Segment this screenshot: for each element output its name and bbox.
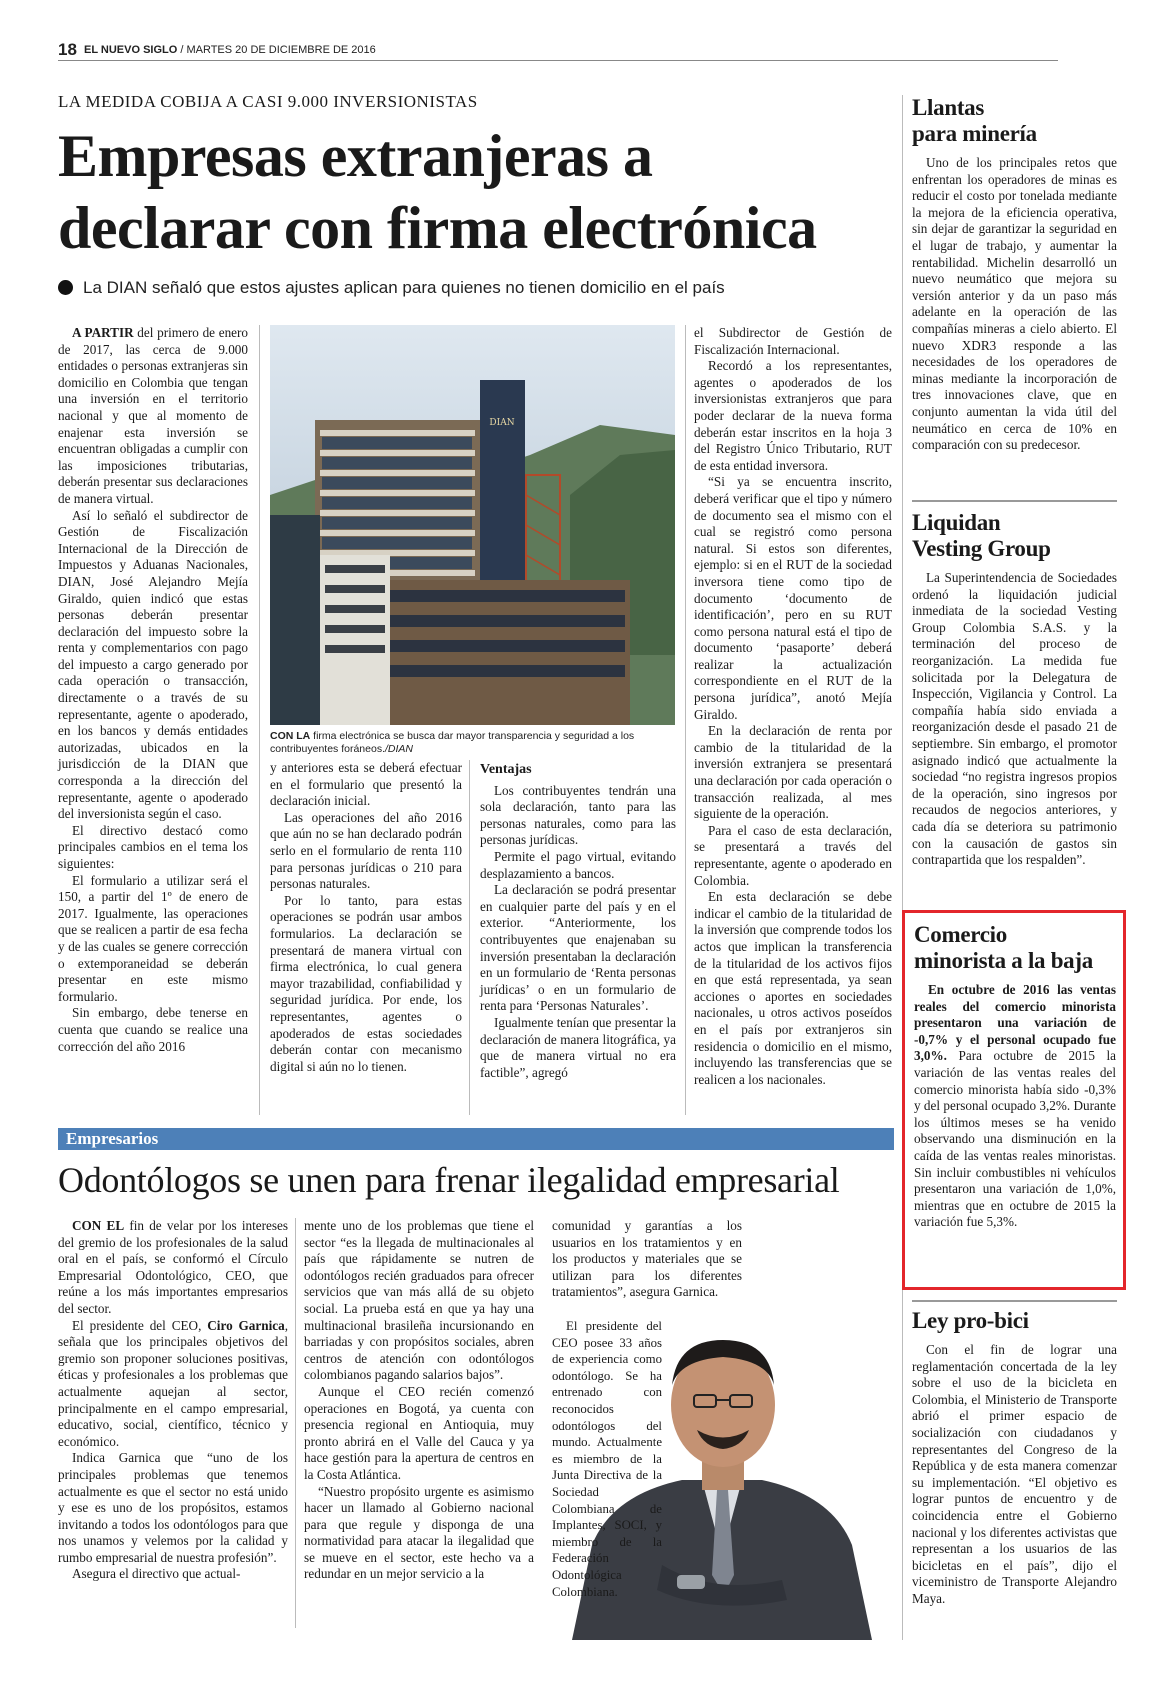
photo-credit: /DIAN <box>385 743 414 755</box>
paragraph: Asegura el directivo que actual- <box>72 1566 241 1582</box>
brief-leyprobici <box>912 1308 1117 1608</box>
subhead-text: La DIAN señaló que estos ajustes aplican para quienes no tienen domicilio en el país <box>83 278 725 297</box>
paragraph: y anteriores esta se deberá efectuar en el formulario que presentó la declaración inicial. <box>270 760 462 809</box>
brief-lead: En octubre de 2016 las ventas reales del comercio minorista presentaron una variación de -0,7% y el personal ocupado fue 3,0%. <box>914 982 1116 1064</box>
paragraph: el Subdirector de Gestión de Fiscalización Internacional. <box>694 325 892 357</box>
paragraph: Sin embargo, debe tenerse en cuenta que cuando se realice una corrección del año 2016 <box>58 1005 248 1054</box>
column-divider <box>259 325 260 1115</box>
column-divider <box>685 325 686 1115</box>
caption-lead: CON LA <box>270 730 311 742</box>
brief-text <box>912 155 1117 454</box>
building-sign: DIAN <box>489 418 515 428</box>
brief-title <box>912 95 1117 147</box>
brief-title <box>914 922 1116 974</box>
second-column-3 <box>552 1218 742 1301</box>
photo-caption <box>270 730 675 756</box>
brief-text <box>914 982 1116 1231</box>
issue-date: / MARTES 20 DE DICIEMBRE DE 2016 <box>180 44 376 56</box>
brief-text <box>912 1342 1117 1608</box>
brief-title-line: minorista a la baja <box>914 948 1093 973</box>
paragraph-text: El presidente del CEO, <box>72 1317 208 1333</box>
second-article-headline: Odontólogos se unen para frenar ilegalidad empresarial <box>58 1160 840 1200</box>
paragraph: Igualmente tenían que presentar la declaración de manera litográfica, ya que de manera virtual no era factible”, agregó <box>480 1014 676 1080</box>
paragraph: Recordó a los representantes, agentes o apoderados de los inversionistas extranjeros que para poder declarar de la nueva forma deberán estar inscritos en la hoja 3 del Registro Único Tributario, RUT de esta entidad inversora. <box>694 358 892 473</box>
paragraph: En esta declaración se debe indicar el cambio de la titularidad de la inversión que comprende todos los actos que implican la transferencia de la titularidad de los activos fijos en que está representada, ya sean acciones o aportes en sociedades nacionales, u otros activos poseídos en el país por extranjeros sin residencia o domicilio en el mismo, incluyendo las transferencias que se realicen a los nacionales. <box>694 889 892 1087</box>
brief-title-line: Comercio <box>914 922 1007 947</box>
paragraph: Así lo señaló el subdirector de Gestión de Fiscalización Internacional de la Dirección de Impuestos y Aduanas Nacionales, DIAN, José Alejandro Mejía Giraldo, quien indicó que estas personas deberán presentar declaración del impuesto sobre la renta y complementarios con pago del impuesto a cargo generado por cada operación o transacción, directamente o a través de su representante, agente o apoderado, en los bancos y demás entidades autorizadas, ubicados en la jurisdicción de la DIAN que corresponda a la dirección del representante, agente o apoderado del inversionista según el caso. <box>58 507 248 822</box>
article-column-2 <box>270 760 462 1075</box>
paragraph: Aunque el CEO recién comenzó operaciones en Bogotá, ya cuenta con presencia regional en Antioquia, muy pronto abrirá en el Valle del Cauca y ya hace gestión para la apertura de centros en la Costa Atlántica. <box>304 1383 534 1482</box>
headline-line-1: Empresas extranjeras a <box>58 123 653 189</box>
brief-text <box>912 570 1117 869</box>
article-column-4 <box>694 325 892 1088</box>
paragraph-text: Para octubre de 2015 la variación de las ventas reales del comercio minorista había sido -0,3% y del personal ocupado 3,2%. Durante los últimos meses se ha venido observando una disminución en la caída de las ventas reales minoristas. Sin incluir combustibles ni vehículos presentaron una variación de 1,0%, mientras que en octubre de 2015 la variación fue 5,3%. <box>914 1048 1116 1230</box>
paragraph: La declaración se podrá presentar en cualquier parte del país y en el exterior. “Anteriormente, los contribuyentes que enajenaban su inversión presentaban la declaración en un formulario de ‘Renta personas jurídicas’ o en un formulario de renta para ‘Personas Naturales’. <box>480 882 676 1014</box>
paragraph: La Superintendencia de Sociedades ordenó la liquidación judicial inmediata de la sociedad Vesting Group Colombia S.A.S. y la terminación del proceso de reorganización. La medida fue solicitada por la Delegatura de Inspección, Vigilancia y Control. La compañía había sido enviada a reorganización desde el pasado 21 de septiembre. Sin embargo, el promotor asignado indicó que actualmente la sociedad “no registra ingresos propios de la operación, sino ingresos por recaudos de negocios anteriores, y cada día se deteriora su patrimonio con la causación de gastos sin contrapartida que los respalden”. <box>912 570 1117 868</box>
caption-text: firma electrónica se busca dar mayor transparencia y seguridad a los contribuyentes foráneos. <box>270 730 635 755</box>
paragraph: El formulario a utilizar será el 150, a partir del 1º de enero de 2017. Igualmente, las operaciones que se realicen a partir de esa fecha y de las cuales se genere corrección o extemporaneidad se deberán presentar en este mismo formulario. <box>58 872 248 1004</box>
paragraph: Indica Garnica que “uno de los principales problemas que tenemos actualmente es que el sector no está unido y ese es uno de los propósitos, estamos invitando a todos los odontólogos para que nos unamos y velemos por la calidad y rumbo empresarial de nuestra profesión”. <box>58 1450 288 1565</box>
lead-in: CON EL <box>72 1218 125 1233</box>
dian-building-photo <box>270 325 675 725</box>
page-header <box>58 40 838 60</box>
lead-in: A PARTIR <box>72 325 134 340</box>
paragraph <box>914 982 1116 1231</box>
brief-title-line: Vesting Group <box>912 536 1051 561</box>
paragraph <box>58 1218 288 1318</box>
second-column-3-cont <box>552 1318 662 1600</box>
paragraph-text: fin de velar por los intereses del gremio de los profesionales de la salud oral en el país, se conformó el Círculo Empresarial Odontológico, CEO, que reúne a los más importantes empresarios del sector. <box>58 1218 288 1316</box>
brief-title: Ley pro-bici <box>912 1308 1029 1333</box>
paragraph: El presidente del CEO posee 33 años de experiencia como odontólogo. Se ha entrenado con reconocidos odontólogos del mundo. Actualmente es miembro de la Junta Directiva de la Sociedad Colombiana de Implantes, SOCI, y miembro de la Federación Odontológica Colombiana. <box>552 1319 662 1599</box>
person-name: Ciro Garnica <box>207 1317 285 1333</box>
article-column-1 <box>58 325 248 1055</box>
paragraph: Para el caso de esta declaración, se presentará a través del representante, agente o apoderado en Colombia. <box>694 822 892 888</box>
paragraph: Permite el pago virtual, evitando desplazamiento a bancos. <box>480 848 676 881</box>
paragraph: comunidad y garantías a los usuarios en los tratamientos y en los productos y materiales que se utilizan para los diferentes tratamientos”, asegura Garnica. <box>552 1218 742 1300</box>
paragraph: Uno de los principales retos que enfrentan los operadores de minas es reducir el costo por tonelada mediante la mejora de la eficiencia operativa, sin dejar de garantizar la seguridad en el lugar de trabajo, y aumentar la rentabilidad. Michelin desarrolló un nuevo neumático que mejora su versión anterior y da un paso más adelante en la operación de las compañías mineras a cielo abierto. El nuevo XDR3 responde a las necesidades de los operadores de minas mediante la incorporación de tres innovaciones clave, que en conjunto aumentan la vida útil del neumático en cerca de 10% en comparación con su predecesor. <box>912 155 1117 453</box>
paragraph <box>58 325 248 508</box>
brief-title <box>912 510 1117 562</box>
sidebar-divider <box>902 95 903 1640</box>
paragraph: Los contribuyentes tendrán una sola declaración, tanto para las personas naturales, como para las personas jurídicas. <box>480 782 676 848</box>
paragraph: Con el fin de lograr una reglamentación concertada de la ley sobre el uso de la bicicleta en Colombia, el Ministerio de Transporte abrió el primer espacio de socialización con ciudadanos y representantes del Congreso de la República y de esta manera comenzar su implementación. “El objetivo es lograr puntos de encuentro y de coincidencia entre el Gobierno nacional y los diferentes activistas que representan a los usuarios de las bicicletas en el país”, dijo el viceministro de Transporte Alejandro Maya. <box>912 1342 1117 1606</box>
paragraph: “Nuestro propósito urgente es asimismo hacer un llamado al Gobierno nacional para que regule y disponga de una normatividad para atacar la ilegalidad que se mueve en el sector, este hecho va a redundar en un mejor servicio a la <box>304 1483 534 1582</box>
header-rule <box>58 60 1058 61</box>
second-column-2 <box>304 1218 534 1583</box>
paragraph: mente uno de los problemas que tiene el sector “es la llegada de multinacionales al país que rápidamente se nutren de odontólogos recién graduados para ofrecer servicios que van más allá de su objeto social. La prueba está en que ya hay una multinacional brasileña incursionando en barriadas y con propósitos sociales, abren centros de atención con odontólogos colombianos pagando salarios bajos”. <box>304 1218 534 1383</box>
column-divider <box>295 1218 296 1628</box>
article-subhead <box>58 278 848 298</box>
brief-llantas <box>912 95 1117 454</box>
second-column-1 <box>58 1218 288 1583</box>
subsection-heading: Ventajas <box>480 762 532 777</box>
brief-title-line: Llantas <box>912 95 985 120</box>
headline-line-2: declarar con firma electrónica <box>58 195 817 261</box>
paragraph: En la declaración de renta por cambio de la titularidad de la inversión extranjera se presentará una declaración por cada operación o transacción realizada, al mes siguiente de la operación. <box>694 723 892 822</box>
publication-name: EL NUEVO SIGLO <box>83 44 178 56</box>
paragraph: Por lo tanto, para estas operaciones se podrán usar ambos formularios. La declaración se presentará de manera virtual con firma electrónica, lo cual genera mayor trazabilidad, confiabilidad y seguridad jurídica. Por ende, los representantes, agentes o apoderados de estas sociedades deberán contar con mecanismo digital si aún no lo tienen. <box>270 892 462 1074</box>
brief-title-line: Liquidan <box>912 510 1001 535</box>
brief-liquidan <box>912 510 1117 869</box>
bullet-icon <box>58 280 73 295</box>
column-divider <box>469 760 470 1115</box>
brief-divider <box>912 1300 1117 1302</box>
paragraph: Las operaciones del año 2016 que aún no se han declarado podrán serlo en el formulario de renta 110 para personas jurídicas o 210 para personas naturales. <box>270 809 462 892</box>
paragraph-text: del primero de enero de 2017, las cerca de 9.000 entidades o personas extranjeras sin domicilio en Colombia que tengan una inversión en el territorio nacional y que al momento de enajenar esta inversión se encuentran obligadas a cumplir con las imposiciones tributarias, deberán presentar sus declaraciones de manera virtual. <box>58 325 248 506</box>
article-column-3 <box>480 758 676 1081</box>
article-kicker: LA MEDIDA COBIJA A CASI 9.000 INVERSIONISTAS <box>58 92 478 111</box>
brief-title-line: para minería <box>912 121 1037 146</box>
section-label: Empresarios <box>58 1128 894 1150</box>
paragraph: “Si ya se encuentra inscrito, deberá verificar que el tipo y número de documento sea el mismo con el cual se registró como persona natural. Si estos son diferentes, ejemplo: si en el RUT de la sociedad inversora tiene como tipo de documento ‘documento de identificación’, pero en su RUT como persona natural está el tipo de documento ‘pasaporte’ deberá realizar la actualización correspondiente en el RUT de la persona jurídica”, anotó Mejía Giraldo. <box>694 474 892 722</box>
paragraph: El directivo destacó como principales cambios en el tema los siguientes: <box>58 822 248 871</box>
paragraph-text: , señala que los principales objetivos del gremio son proponer soluciones positivas, éticas y profesionales a los problemas que actualmente aquejan al sector, principalmente en el campo empresarial, educativo, social, científico, técnico y económico. <box>58 1317 288 1449</box>
brief-divider <box>912 500 1117 502</box>
brief-comercio <box>914 922 1116 1231</box>
paragraph <box>58 1318 288 1451</box>
building-illustration <box>270 325 675 725</box>
article-headline <box>58 120 848 264</box>
page-number: 18 <box>58 40 77 59</box>
